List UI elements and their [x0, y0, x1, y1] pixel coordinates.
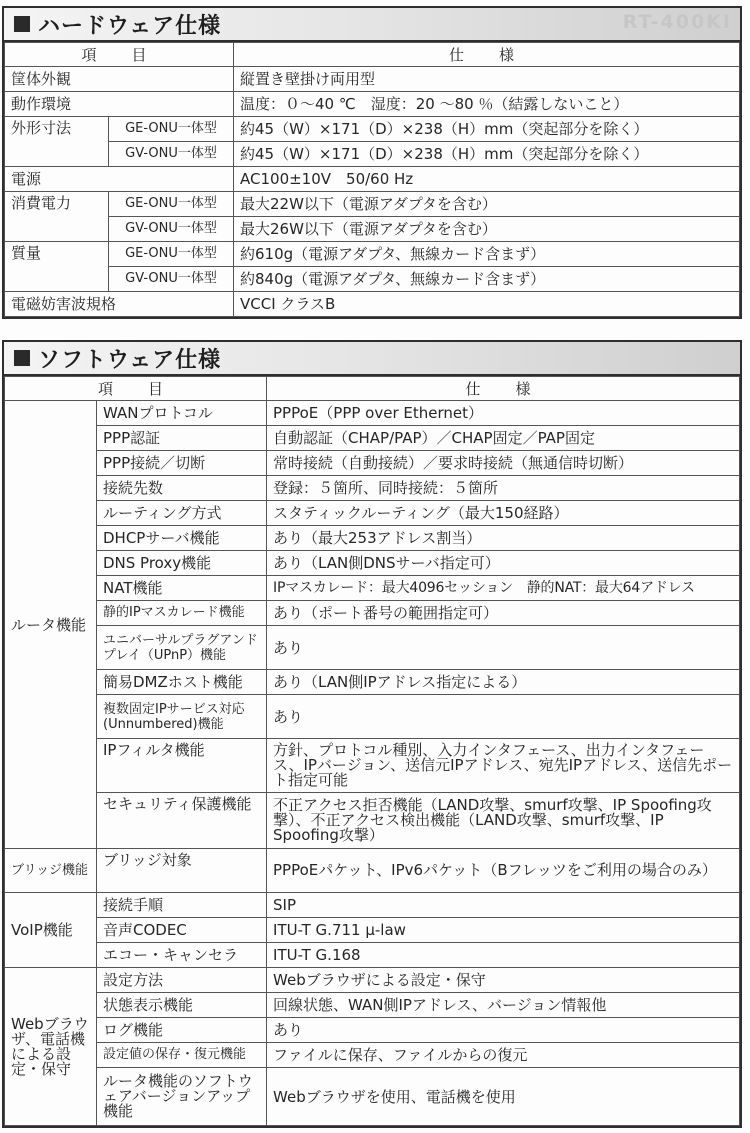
row-sublabel: GE-ONU一体型: [109, 117, 234, 142]
software-section-title: ソフトウェア仕様: [38, 347, 222, 373]
row-value: ITU-T G.168: [267, 943, 740, 968]
hardware-spec-table: [4, 42, 740, 317]
row-value: AC100±10V 50/60 Hz: [234, 167, 740, 192]
row-sublabel: GV-ONU一体型: [109, 217, 234, 242]
row-sublabel: GE-ONU一体型: [109, 242, 234, 267]
row-label: ユニバーサルプラグアンドプレイ（UPnP）機能: [97, 626, 267, 670]
table-row: [5, 893, 740, 918]
row-label: PPP認証: [97, 426, 267, 451]
row-label: 筐体外観: [5, 67, 234, 92]
row-label: セキュリティ保護機能: [97, 793, 267, 849]
row-value: 常時接続（自動接続）／要求時接続（無通信時切断）: [267, 451, 740, 476]
table-row: [5, 968, 740, 993]
row-label: 消費電力: [5, 192, 109, 242]
row-value: あり（LAN側DNSサーバ指定可）: [267, 551, 740, 576]
row-value: PPPoEパケット、IPv6パケット（Bフレッツをご利用の場合のみ）: [267, 849, 740, 893]
row-value: Webブラウザによる設定・保守: [267, 968, 740, 993]
black-square-icon: [14, 16, 30, 32]
row-value: 約45（W）×171（D）×238（H）mm（突起部分を除く）: [234, 142, 740, 167]
header-item: 項 目: [5, 377, 267, 401]
row-label: 質量: [5, 242, 109, 292]
row-label: 電磁妨害波規格: [5, 292, 234, 317]
row-value: 約45（W）×171（D）×238（H）mm（突起部分を除く）: [234, 117, 740, 142]
table-row: [5, 793, 740, 849]
row-label: 接続手順: [97, 893, 267, 918]
faded-model-text: RT-400KI: [622, 11, 732, 33]
table-row: [5, 576, 740, 601]
black-square-icon: [14, 350, 30, 366]
table-row: [5, 67, 740, 92]
table-row: [5, 142, 740, 167]
row-label: 静的IPマスカレード機能: [97, 601, 267, 626]
row-label: DHCPサーバ機能: [97, 526, 267, 551]
row-label: 簡易DMZホスト機能: [97, 670, 267, 695]
row-value: PPPoE（PPP over Ethernet）: [267, 401, 740, 426]
row-label: 設定値の保存・復元機能: [97, 1043, 267, 1068]
table-row: [5, 1068, 740, 1126]
row-value: あり（最大253アドレス割当）: [267, 526, 740, 551]
software-spec-section: [2, 340, 742, 1128]
row-value: あり（LAN側IPアドレス指定による）: [267, 670, 740, 695]
row-label: 外形寸法: [5, 117, 109, 167]
row-value: あり: [267, 626, 740, 670]
table-row: [5, 117, 740, 142]
row-label: 音声CODEC: [97, 918, 267, 943]
row-label: 複数固定IPサービス対応(Unnumbered)機能: [97, 695, 267, 739]
hardware-spec-section: [2, 6, 742, 319]
table-row: [5, 739, 740, 793]
table-row: [5, 92, 740, 117]
row-value: VCCI クラスB: [234, 292, 740, 317]
row-sublabel: GE-ONU一体型: [109, 192, 234, 217]
row-label: 電源: [5, 167, 234, 192]
table-row: [5, 993, 740, 1018]
hardware-section-title: ハードウェア仕様: [38, 13, 222, 39]
table-row: [5, 849, 740, 893]
row-label: 動作環境: [5, 92, 234, 117]
group-label-voip: VoIP機能: [5, 893, 97, 968]
table-row: [5, 426, 740, 451]
row-label: DNS Proxy機能: [97, 551, 267, 576]
row-sublabel: GV-ONU一体型: [109, 267, 234, 292]
row-value: あり: [267, 1018, 740, 1043]
row-value: Webブラウザを使用、電話機を使用: [267, 1068, 740, 1126]
row-value: IPマスカレード：最大4096セッション 静的NAT：最大64アドレス: [267, 576, 740, 601]
row-value: 約610g（電源アダプタ、無線カード含まず）: [234, 242, 740, 267]
table-header-row: [5, 377, 740, 401]
row-label: PPP接続／切断: [97, 451, 267, 476]
table-row: [5, 918, 740, 943]
table-row: [5, 1018, 740, 1043]
row-value: 不正アクセス拒否機能（LAND攻撃、smurf攻撃、IP Spoofing攻撃）、不正アクセス検出機能（LAND攻撃、smurf攻撃、IP Spoofing攻撃）: [267, 793, 740, 849]
row-value: あり: [267, 695, 740, 739]
row-sublabel: GV-ONU一体型: [109, 142, 234, 167]
row-value: 自動認証（CHAP/PAP）／CHAP固定／PAP固定: [267, 426, 740, 451]
row-value: 方針、プロトコル種別、入力インタフェース、出力インタフェース、IPバージョン、送信元IPアドレス、宛先IPアドレス、送信先ポート指定可能: [267, 739, 740, 793]
table-row: [5, 526, 740, 551]
table-row: [5, 670, 740, 695]
table-row: [5, 267, 740, 292]
table-row: [5, 695, 740, 739]
row-label: NAT機能: [97, 576, 267, 601]
row-value: 最大26W以下（電源アダプタを含む）: [234, 217, 740, 242]
table-row: [5, 626, 740, 670]
row-label: 状態表示機能: [97, 993, 267, 1018]
row-label: エコー・キャンセラ: [97, 943, 267, 968]
row-value: ITU-T G.711 μ-law: [267, 918, 740, 943]
row-value: 最大22W以下（電源アダプタを含む）: [234, 192, 740, 217]
row-value: 約840g（電源アダプタ、無線カード含まず）: [234, 267, 740, 292]
row-value: SIP: [267, 893, 740, 918]
table-header-row: [5, 43, 740, 67]
table-row: [5, 401, 740, 426]
software-spec-table: [4, 376, 740, 1126]
table-row: [5, 601, 740, 626]
header-spec: 仕 様: [234, 43, 740, 67]
table-row: [5, 167, 740, 192]
row-value: 縦置き壁掛け両用型: [234, 67, 740, 92]
table-row: [5, 551, 740, 576]
software-section-title-bar: [4, 342, 740, 376]
row-value: 回線状態、WAN側IPアドレス、バージョン情報他: [267, 993, 740, 1018]
row-value: 温度：０～40 ℃ 湿度：20 ～80 ％（結露しないこと）: [234, 92, 740, 117]
table-row: [5, 217, 740, 242]
group-label-web: Webブラウザ、電話機による設定・保守: [5, 968, 97, 1126]
row-value: あり（ポート番号の範囲指定可）: [267, 601, 740, 626]
row-value: スタティックルーティング（最大150経路）: [267, 501, 740, 526]
header-item: 項 目: [5, 43, 234, 67]
table-row: [5, 1043, 740, 1068]
table-row: [5, 242, 740, 267]
table-row: [5, 451, 740, 476]
table-row: [5, 943, 740, 968]
row-label: 設定方法: [97, 968, 267, 993]
row-label: 接続先数: [97, 476, 267, 501]
table-row: [5, 476, 740, 501]
table-row: [5, 192, 740, 217]
row-label: ルーティング方式: [97, 501, 267, 526]
group-label-router: ルータ機能: [5, 401, 97, 849]
row-label: ログ機能: [97, 1018, 267, 1043]
row-label: IPフィルタ機能: [97, 739, 267, 793]
row-label: ルータ機能のソフトウェアバージョンアップ機能: [97, 1068, 267, 1126]
row-value: ファイルに保存、ファイルからの復元: [267, 1043, 740, 1068]
row-label: WANプロトコル: [97, 401, 267, 426]
hardware-section-title-bar: [4, 8, 740, 42]
table-row: [5, 292, 740, 317]
header-spec: 仕 様: [267, 377, 740, 401]
table-row: [5, 501, 740, 526]
row-value: 登録：５箇所、同時接続：５箇所: [267, 476, 740, 501]
row-label: ブリッジ対象: [97, 849, 267, 893]
group-label-bridge: ブリッジ機能: [5, 849, 97, 893]
